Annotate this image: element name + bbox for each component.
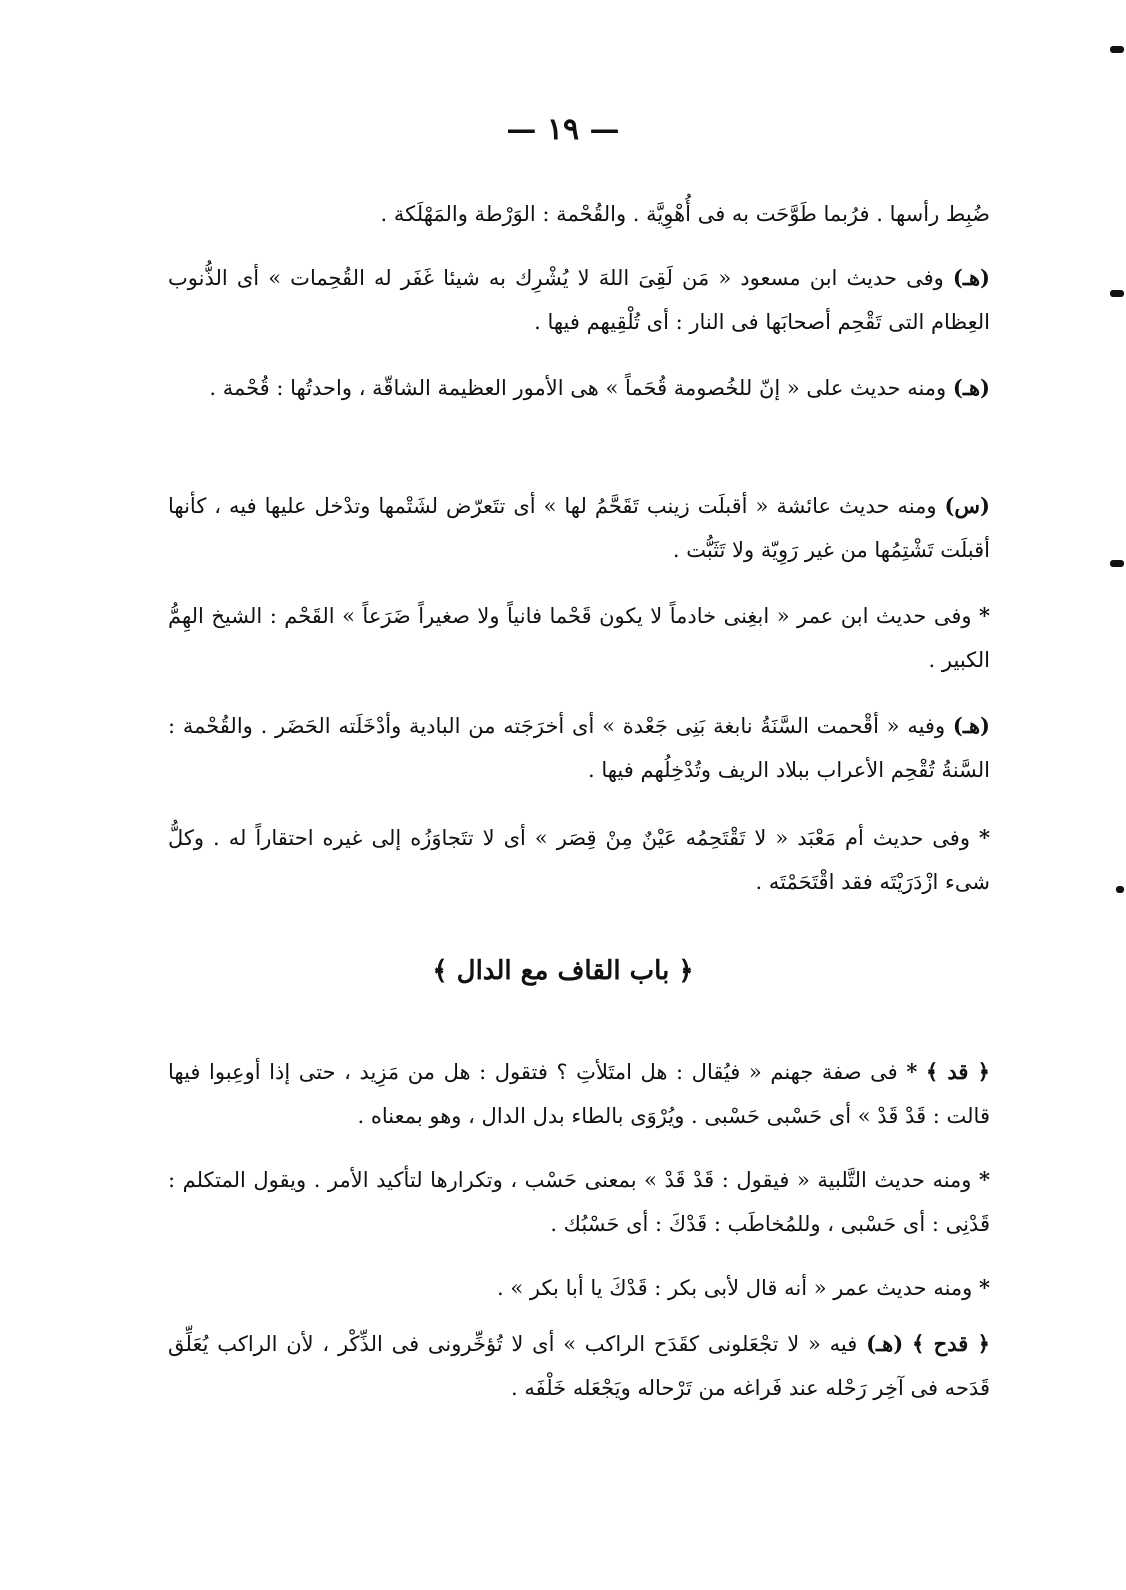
entry-text: ومنه حديث التَّلبية « فيقول : قَدْ قَدْ » بمعنى حَسْب ، وتكرارها لتأكيد الأمر . ويقول المتكلم : قَدْنِى : أى حَسْبى ، وللمُخاطَب : قَدْكَ : أى حَسْبُك . — [168, 1168, 990, 1236]
margin-ink-mark — [1110, 290, 1124, 297]
margin-ink-mark — [1116, 886, 1124, 893]
paragraph-text: وفى حديث ابن مسعود « مَن لَقِىَ اللهَ لا يُشْرِك به شيئا غَفَر له القُحِمات » أى الذُّنوب العِظام التى تَقْحِم أصحابَها فى النار : أى تُلْقِيهم فيها . — [168, 266, 990, 334]
paragraph-ali — [168, 366, 990, 410]
paragraph-text: ومنه حديث عائشة « أقبلَت زينب تَقَحَّمُ لها » أى تتَعرّض لشَتْمها وتدْخل عليها فيه ، كأنها أقبلَت تَشْتِمُها من غير رَوِيّة ولا تَثَبُّت . — [168, 494, 990, 562]
source-marker: (هـ) — [866, 1331, 904, 1356]
entry-talbiya — [168, 1158, 990, 1246]
paragraph-umm-mabad — [168, 816, 990, 904]
entry-headword: ﴿ قد ﴾ — [925, 1059, 990, 1084]
entry-text: فى صفة جهنم « فيُقال : هل امتَلأتِ ؟ فتقول : هل من مَزِيد ، حتى إذا أوعِبوا فيها قالت : قَدْ قَدْ » أى حَسْبى حَسْبى . ويُرْوَى بالطاء بدل الدال ، وهو بمعناه . — [168, 1060, 990, 1128]
paragraph-text: وفيه « أقْحمت السَّنَةُ نابغة بَنِى جَعْدة » أى أخرَجَته من البادية وأدْخَلَته الحَضَر . والقُحْمة : السَّنةُ تُقْحِم الأعراب ببلاد الريف وتُدْخِلُهم فيها . — [168, 714, 990, 782]
entry-headword: ﴿ قدح ﴾ — [911, 1331, 990, 1356]
star-marker: * — [979, 603, 990, 628]
source-marker: (هـ) — [952, 713, 990, 738]
margin-ink-mark — [1110, 560, 1124, 567]
source-marker: (هـ) — [952, 265, 990, 290]
section-heading: ﴿ باب القاف مع الدال ﴾ — [432, 956, 694, 986]
star-marker: * — [979, 1167, 990, 1192]
paragraph-text: ضُبِط رأسها . فرُبما طَوَّحَت به فى أُهْوِيَّة . والقُحْمة : الوَرْطة والمَهْلَكة . — [380, 202, 990, 226]
star-marker: * — [979, 825, 990, 850]
paragraph-nabigha — [168, 704, 990, 792]
entry-qadah — [168, 1322, 990, 1410]
paragraph-ibn-masud — [168, 256, 990, 344]
paragraph-continuation — [168, 192, 990, 236]
margin-ink-mark — [1110, 46, 1124, 53]
paragraph-aisha — [168, 484, 990, 572]
paragraph-text: وفى حديث ابن عمر « ابغِنى خادماً لا يكون قَحْما فانياً ولا صغيراً ضَرَعاً » القَحْم : الشيخ الهِمُّ الكبير . — [168, 604, 990, 672]
paragraph-text: ومنه حديث على « إنّ للخُصومة قُحَماً » هى الأمور العظيمة الشاقّة ، واحدتُها : قُحْمة . — [209, 376, 947, 400]
paragraph-ibn-umar — [168, 594, 990, 682]
entry-qad — [168, 1050, 990, 1138]
entry-text: ومنه حديث عمر « أنه قال لأبى بكر : قَدْكَ يا أبا بكر » . — [497, 1276, 973, 1300]
paragraph-text: وفى حديث أم مَعْبَد « لا تَقْتَحِمُه عَيْنٌ مِنْ قِصَر » أى لا تتَجاوَزُه إلى غيره احتقاراً له . وكلُّ شىء ازْدَرَيْتَه فقد اقْتَحَمْتَه . — [168, 826, 990, 894]
source-marker: (س) — [944, 493, 990, 518]
entry-text: فيه « لا تجْعَلونى كقَدَح الراكب » أى لا تُؤخِّرونى فى الذِّكْر ، لأن الراكب يُعَلِّق قَدَحه فى آخِر رَحْله عند فَراغه من تَرْحاله ويَجْعَله خَلْفَه . — [168, 1332, 990, 1400]
star-marker: * — [979, 1275, 990, 1300]
entry-umar — [168, 1266, 990, 1310]
page-number: — ١٩ — — [506, 112, 620, 147]
star-marker: * — [906, 1059, 918, 1084]
source-marker: (هـ) — [952, 375, 990, 400]
